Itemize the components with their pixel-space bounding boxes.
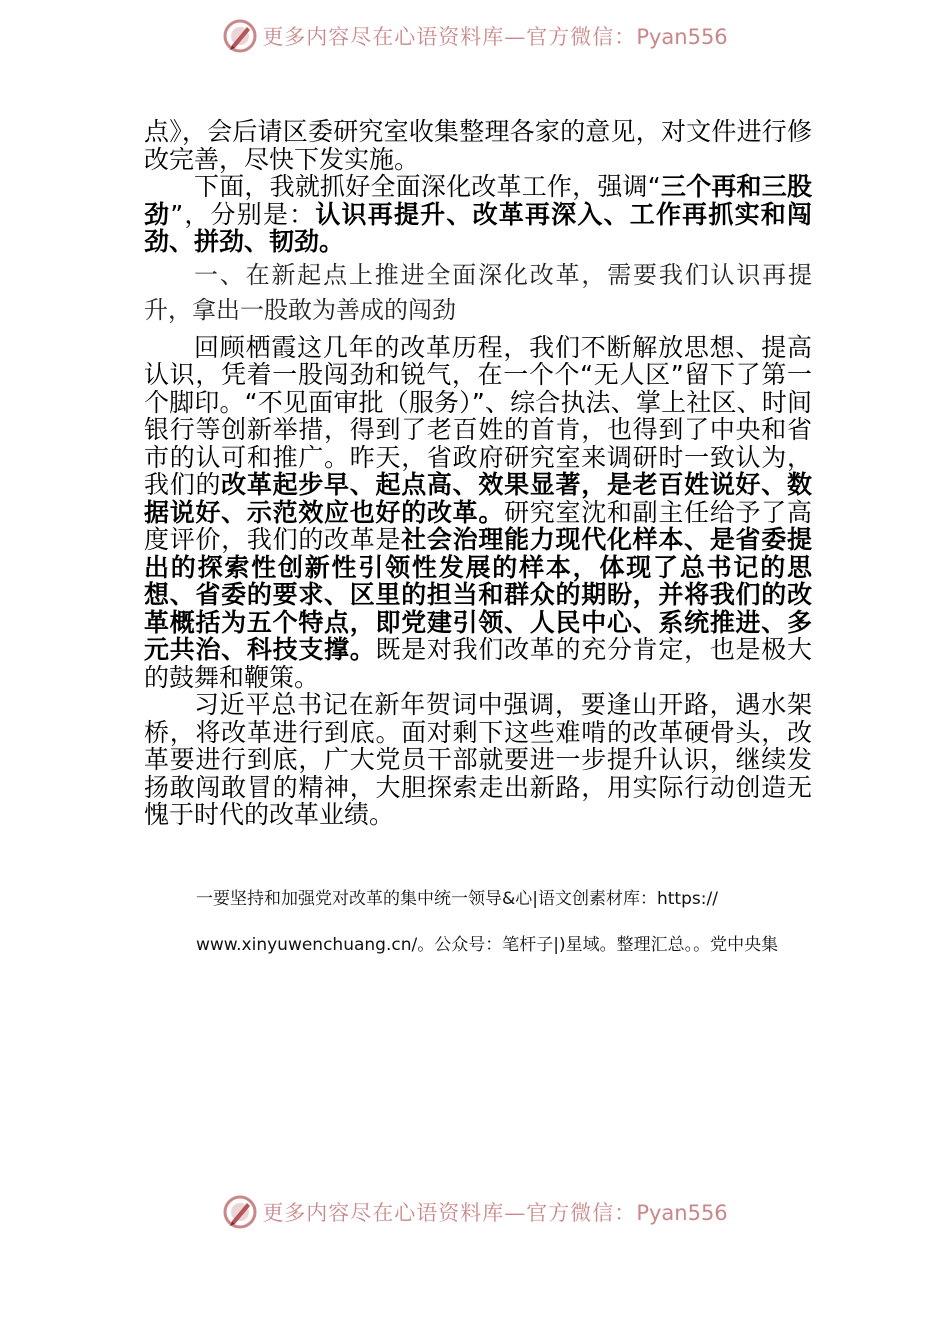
wechat-handle: Pyan556 — [636, 25, 728, 49]
paragraph: 习近平总书记在新年贺词中强调，要逢山开路，遇水架桥，将改革进行到底。面对剩下这些难啃的改革硬骨头，改革要进行到底，广大党员干部就要进一步提升认识，继续发扬敢闯敢冒的精神，大胆探索走出新路，用实际行动创造无愧于时代的改革业绩。 — [144, 690, 812, 829]
document-body — [144, 118, 812, 829]
footer-note-line: www.xinyuwenchuang.cn/。公众号：笔杆子|)星域。整理汇总。。党中央集 — [196, 935, 779, 955]
banner-text: 更多内容尽在心语资料库—官方微信：Pyan556 — [262, 25, 728, 49]
bold-phrase: 改革起步早、起点高、效果显著，是老百姓说好、数据说好、示范效应也好的改革。 — [144, 470, 812, 527]
wechat-handle: Pyan556 — [636, 1201, 728, 1225]
bold-phrase: 认识再提升、改革再深入、工作再抓实和闯劲、拼劲、韧劲。 — [144, 199, 812, 256]
paragraph: 下面，我就抓好全面深化改革工作，强调“三个再和三股劲”，分别是：认识再提升、改革再深入、工作再抓实和闯劲、拼劲、韧劲。 — [144, 172, 812, 256]
footer-banner — [0, 1190, 950, 1234]
pen-circle-logo-icon — [222, 1194, 258, 1230]
bold-phrase: 三个再和三股劲 — [144, 172, 812, 229]
paragraph: 点》，会后请区委研究室收集整理各家的意见，对文件进行修改完善，尽快下发实施。 — [144, 117, 812, 174]
footer-note-line: 一要坚持和加强党对改革的集中统一领导&心|语文创素材库：https:// — [196, 889, 718, 909]
section-heading: 一、在新起点上推进全面深化改革，需要我们认识再提升，拿出一股敢为善成的闯劲 — [144, 260, 812, 324]
paragraph: 回顾栖霞这几年的改革历程，我们不断解放思想、提高认识，凭着一股闯劲和锐气，在一个个“无人区”留下了第一个脚印。“不见面审批（服务）”、综合执法、掌上社区、时间银行等创新举措，得到了老百姓的首肯，也得到了中央和省市的认可和推广。昨天，省政府研究室来调研时一致认为，我们的改革起步早、起点高、效果显著，是老百姓说好、数据说好、示范效应也好的改革。研究室沈和副主任给予了高度评价，我们的改革是社会治理能力现代化样本、是省委提出的探索性创新性引领性发展的样本，体现了总书记的思想、省委的要求、区里的担当和群众的期盼，并将我们的改革概括为五个特点，即党建引领、人民中心、系统推进、多元共治、科技支撑。既是对我们改革的充分肯定，也是极大的鼓舞和鞭策。 — [144, 332, 812, 692]
banner-text: 更多内容尽在心语资料库—官方微信：Pyan556 — [262, 1201, 728, 1225]
pen-circle-logo-icon — [222, 18, 258, 54]
bold-phrase: 社会治理能力现代化样本、是省委提出的探索性创新性引领性发展的样本，体现了总书记的思想、省委的要求、区里的担当和群众的期盼，并将我们的改革概括为五个特点，即党建引领、人民中心、系统推进、多元共治、科技支撑。 — [144, 525, 812, 664]
header-banner — [0, 14, 950, 58]
